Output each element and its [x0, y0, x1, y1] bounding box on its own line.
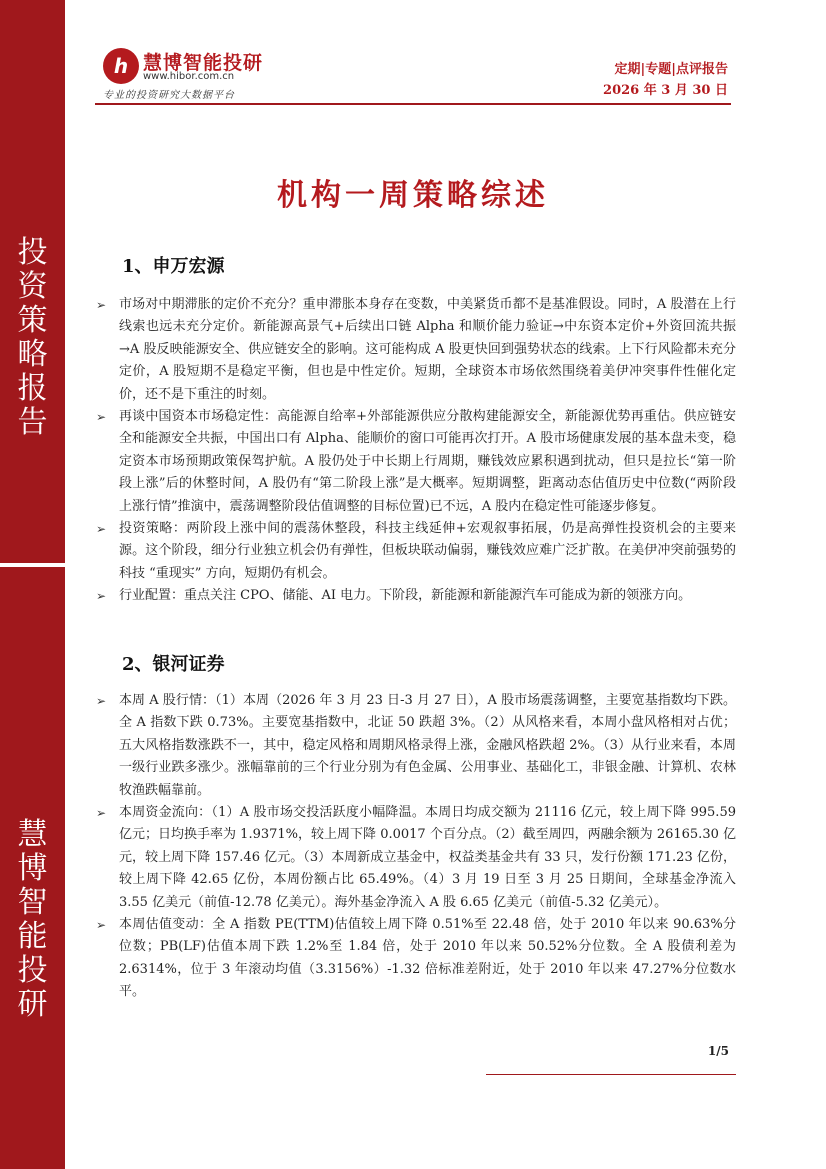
sidebar-label-brand: 慧 博 智 能 投 研: [17, 817, 48, 1022]
sidebar-label-report-type: 投 资 策 略 报 告: [17, 235, 48, 440]
section-heading-shenwan: 1、申万宏源: [122, 256, 225, 277]
list-item: ➢ 本周估值变动：全 A 指数 PE(TTM)估值较上周下降 0.51%至 22.48 倍，处于 2010 年以来 90.63%分位数；PB(LF)估值本周下跌 1.2%至 1.84 倍，处于 2010 年以来 50.52%分位数。全 A 股债利差为 2.6314%，位于 3 年滚动均值（3.3156%）-1.32 倍标准差附近，处于 2010 年以来 47.27%分位数水平。: [96, 914, 736, 1004]
header-divider: [95, 103, 731, 105]
list-item: ➢ 本周 A 股行情：（1）本周（2026 年 3 月 23 日-3 月 27 日），A 股市场震荡调整，主要宽基指数均下跌。全 A 指数下跌 0.73%。主要宽基指数中，北证 50 跌超 3%。（2）从风格来看，本周小盘风格相对占优；五大风格指数涨跌不一，其中，稳定风格和周期风格录得上涨，金融风格跌超 2%。（3）从行业来看，本周一级行业跌多涨少。涨幅靠前的三个行业分别为有色金属、公用事业、基础化工，非银金融、计算机、农林牧渔跌幅靠前。: [96, 690, 736, 802]
hibor-logo-icon: h: [103, 48, 139, 84]
logo-name: 慧博智能投研: [143, 52, 264, 74]
footer-divider: [486, 1074, 736, 1075]
section-list-yinhe: [96, 690, 736, 1004]
sidebar-divider: [0, 563, 65, 567]
logo-url: www.hibor.com.cn: [143, 71, 235, 82]
report-type: 定期|专题|点评报告: [614, 62, 728, 77]
page-title: 机构一周策略综述: [277, 178, 549, 213]
page-number: 1/5: [707, 1044, 729, 1058]
list-item: ➢ 市场对中期滞胀的定价不充分？重申滞胀本身存在变数，中美紧货币都不是基准假设。同时，A 股潜在上行线索也远未充分定价。新能源高景气+后续出口链 Alpha 和顺价能力验证→中东资本定价+外资回流共振→A 股反映能源安全、供应链安全的影响。这可能构成 A 股更快回到强势状态的线索。上下行风险都未充分定价，A 股短期不是稳定平衡，但也是中性定价。短期，全球资本市场依然围绕着美伊冲突事件性催化定价，还不是下重注的时刻。: [96, 294, 736, 406]
logo-slogan: 专业的投资研究大数据平台: [103, 90, 235, 101]
sidebar: [0, 0, 65, 1169]
list-item: ➢ 再谈中国资本市场稳定性：高能源自给率+外部能源供应分散构建能源安全，新能源优势再重估。供应链安全和能源安全共振，中国出口有 Alpha、能顺价的窗口可能再次打开。A 股市场健康发展的基本盘未变，稳定资本市场预期政策保驾护航。A 股仍处于中长期上行周期，赚钱效应累积遇到扰动，但只是拉长“第一阶段上涨”后的休整时间，A 股仍有“第二阶段上涨”是大概率。短期调整，距离动态估值历史中位数(“两阶段上涨行情”推演中，震荡调整阶段估值调整的目标位置)已不远，A 股内在稳定性可能逐步修复。: [96, 406, 736, 518]
report-date: 2026 年 3 月 30 日: [603, 83, 728, 98]
section-list-shenwan: [96, 294, 736, 608]
list-item: ➢ 投资策略：两阶段上涨中间的震荡休整段，科技主线延伸+宏观叙事拓展，仍是高弹性投资机会的主要来源。这个阶段，细分行业独立机会仍有弹性，但板块联动偏弱，赚钱效应难广泛扩散。在美伊冲突前强势的科技 “重现实” 方向，短期仍有机会。: [96, 518, 736, 585]
section-heading-yinhe: 2、银河证券: [122, 654, 225, 675]
list-item: ➢ 本周资金流向：（1）A 股市场交投活跃度小幅降温。本周日均成交额为 21116 亿元，较上周下降 995.59 亿元；日均换手率为 1.9371%，较上周下降 0.0017 个百分点。（2）截至周四，两融余额为 26165.30 亿元，较上周下降 157.46 亿元。（3）本周新成立基金中，权益类基金共有 33 只，发行份额 171.23 亿份，较上周下降 42.65 亿份，本周份额占比 65.49%。（4）3 月 19 日至 3 月 25 日期间，全球基金净流入 3.55 亿美元（前值-12.78 亿美元）。海外基金净流入 A 股 6.65 亿美元（前值-5.32 亿美元）。: [96, 802, 736, 914]
list-item: ➢ 行业配置：重点关注 CPO、储能、AI 电力。下阶段，新能源和新能源汽车可能成为新的领涨方向。: [96, 585, 736, 607]
